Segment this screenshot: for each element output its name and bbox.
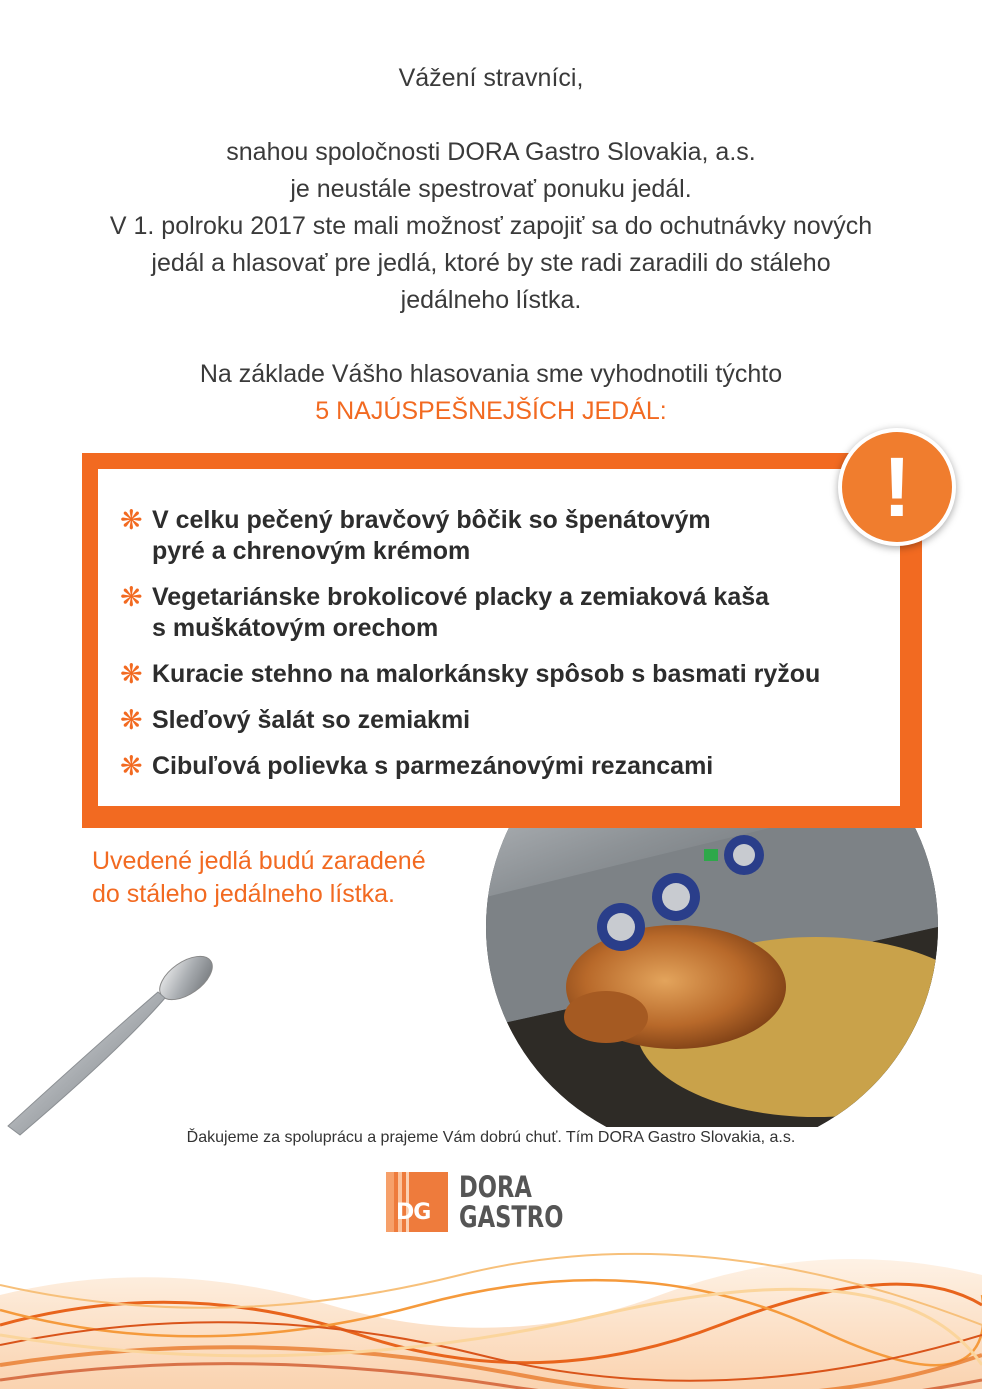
dish-name: Kuracie stehno na malorkánsky spôsob s basmati ryžou <box>152 660 821 688</box>
results-heading: 5 NAJÚSPEŠNEJŠÍCH JEDÁL: <box>315 397 667 425</box>
asterisk-icon: ❋ <box>120 659 143 689</box>
spoon-image <box>0 950 240 1150</box>
results-intro: Na základe Vášho hlasovania sme vyhodnotili týchto <box>199 360 783 388</box>
greeting: Vážení stravníci, <box>398 64 584 92</box>
logo-wordmark <box>459 1172 563 1232</box>
logo-line: GASTRO <box>459 1200 564 1234</box>
logo-dg: DG <box>396 1200 431 1225</box>
note-line: Uvedené jedlá budú zaradené <box>92 847 426 875</box>
dish-name-cont: pyré a chrenovým krémom <box>152 537 471 565</box>
decorative-waves <box>0 1235 982 1389</box>
dishes-box <box>82 453 922 828</box>
intro-line: V 1. polroku 2017 ste mali možnosť zapojiť sa do ochutnávky nových <box>109 212 873 240</box>
thanks-text: Ďakujeme za spoluprácu a prajeme Vám dobrú chuť. Tím DORA Gastro Slovakia, a.s. <box>186 1129 796 1146</box>
intro-line: snahou spoločnosti DORA Gastro Slovakia, a.s. <box>226 138 756 166</box>
exclamation-icon <box>838 428 956 546</box>
dish-name: Vegetariánske brokolicové placky a zemiaková kaša <box>152 583 770 611</box>
asterisk-icon: ❋ <box>120 705 143 735</box>
dish-item <box>120 582 900 644</box>
dish-name-cont: s muškátovým orechom <box>152 614 439 642</box>
dish-list <box>120 505 900 797</box>
exclamation-mark: ! <box>883 440 911 534</box>
asterisk-icon: ❋ <box>120 505 143 535</box>
dish-item <box>120 505 900 567</box>
asterisk-icon: ❋ <box>120 751 143 781</box>
dish-name: V celku pečený bravčový bôčik so špenátovým <box>152 506 711 534</box>
intro-text <box>40 60 942 430</box>
note-text <box>92 845 492 911</box>
intro-line: je neustále spestrovať ponuku jedál. <box>290 175 692 203</box>
dora-gastro-logo <box>386 1172 586 1232</box>
dish-item <box>120 705 900 736</box>
dishes-box-inner <box>98 469 900 806</box>
asterisk-icon: ❋ <box>120 582 143 612</box>
logo-line: DORA <box>459 1170 532 1204</box>
dish-item <box>120 751 900 782</box>
intro-line: jedálneho lístka. <box>400 286 582 314</box>
dish-name: Sleďový šalát so zemiakmi <box>152 706 471 734</box>
note-line: do stáleho jedálneho lístka. <box>92 880 395 908</box>
intro-line: jedál a hlasovať pre jedlá, ktoré by ste radi zaradili do stáleho <box>151 249 831 277</box>
dish-item <box>120 659 900 690</box>
dish-name: Cibuľová polievka s parmezánovými rezancami <box>152 752 714 780</box>
